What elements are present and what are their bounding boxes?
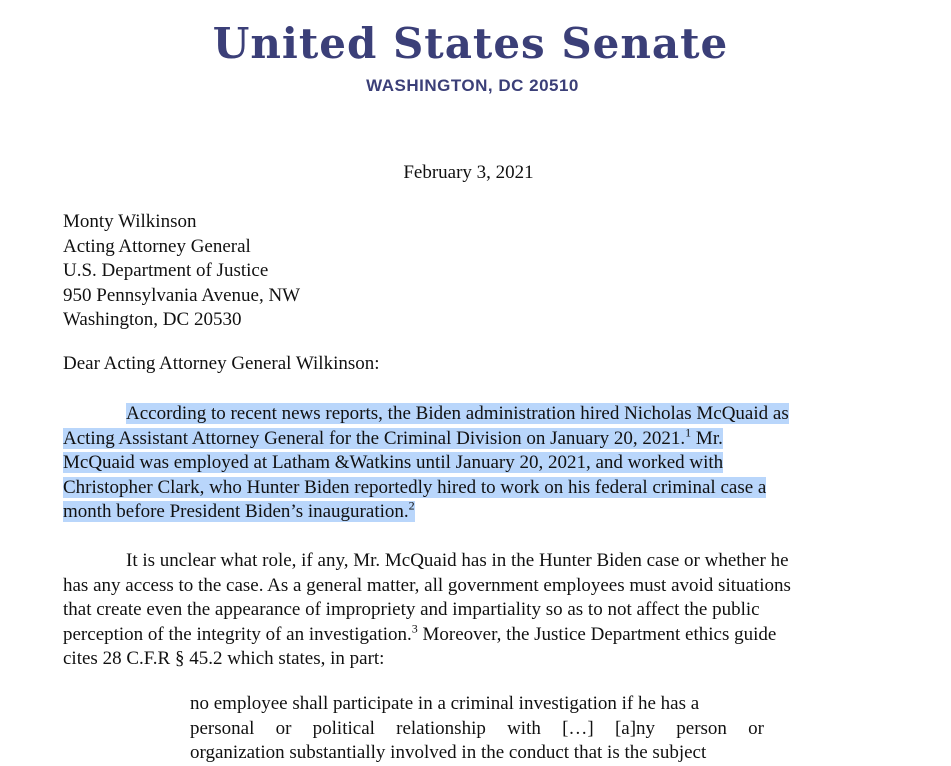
recipient-city: Washington, DC 20530 [63,309,242,330]
text-segment: Acting Assistant Attorney General for the Criminal Division on January 20, 2021. [63,427,686,449]
paragraph-highlighted[interactable] [63,402,873,525]
text-segment: Moreover, the Justice Department ethics guide [417,623,777,645]
highlighted-text[interactable] [63,498,415,522]
quote-line: personal or political relationship with […] [a]ny person or [190,717,764,739]
paragraph-line[interactable] [63,451,873,476]
highlighted-text[interactable] [63,425,723,449]
paragraph-line [63,623,873,648]
letterhead [0,18,951,96]
block-quote [190,692,764,766]
recipient-department: U.S. Department of Justice [63,260,269,281]
recipient-name: Monty Wilkinson [63,211,197,232]
text-segment: Mr. [691,427,723,449]
paragraph-line: that create even the appearance of impropriety and impartiality so as to not affect the public [63,599,760,620]
paragraph-line: It is unclear what role, if any, Mr. McQuaid has in the Hunter Biden case or whether he [126,550,789,571]
paragraph [63,549,873,672]
paragraph-line[interactable] [63,476,873,501]
recipient-street: 950 Pennsylvania Avenue, NW [63,284,301,306]
text-segment: month before President Biden’s inauguration. [63,501,409,522]
paragraph-line[interactable] [63,500,873,525]
quote-line: organization substantially involved in the conduct that is the subject [190,742,707,763]
senate-address: WASHINGTON, DC 20510 [366,76,579,95]
salutation: Dear Acting Attorney General Wilkinson: [63,353,380,374]
footnote-marker-2[interactable]: 2 [408,498,415,513]
recipient-address [63,210,300,333]
footnote-marker-1[interactable]: 1 [685,425,692,440]
recipient-title: Acting Attorney General [63,235,251,257]
paragraph-line[interactable] [63,402,873,427]
letter-date: February 3, 2021 [403,162,534,183]
highlighted-text[interactable]: McQuaid was employed at Latham &Watkins until January 20, 2021, and worked with [63,452,724,473]
highlighted-text[interactable]: According to recent news reports, the Biden administration hired Nicholas McQuaid as [126,403,789,424]
paragraph-line: has any access to the case. As a general matter, all government employees must avoid situations [63,574,791,596]
footnote-marker-3[interactable]: 3 [411,621,418,636]
highlighted-text[interactable]: Christopher Clark, who Hunter Biden reportedly hired to work on his federal criminal case a [63,476,767,498]
quote-line: no employee shall participate in a criminal investigation if he has a [190,693,700,714]
paragraph-line: cites 28 C.F.R § 45.2 which states, in part: [63,648,385,669]
text-segment: perception of the integrity of an investigation. [63,623,412,645]
senate-title: United States Senate [212,19,729,68]
paragraph-line[interactable] [63,427,873,452]
